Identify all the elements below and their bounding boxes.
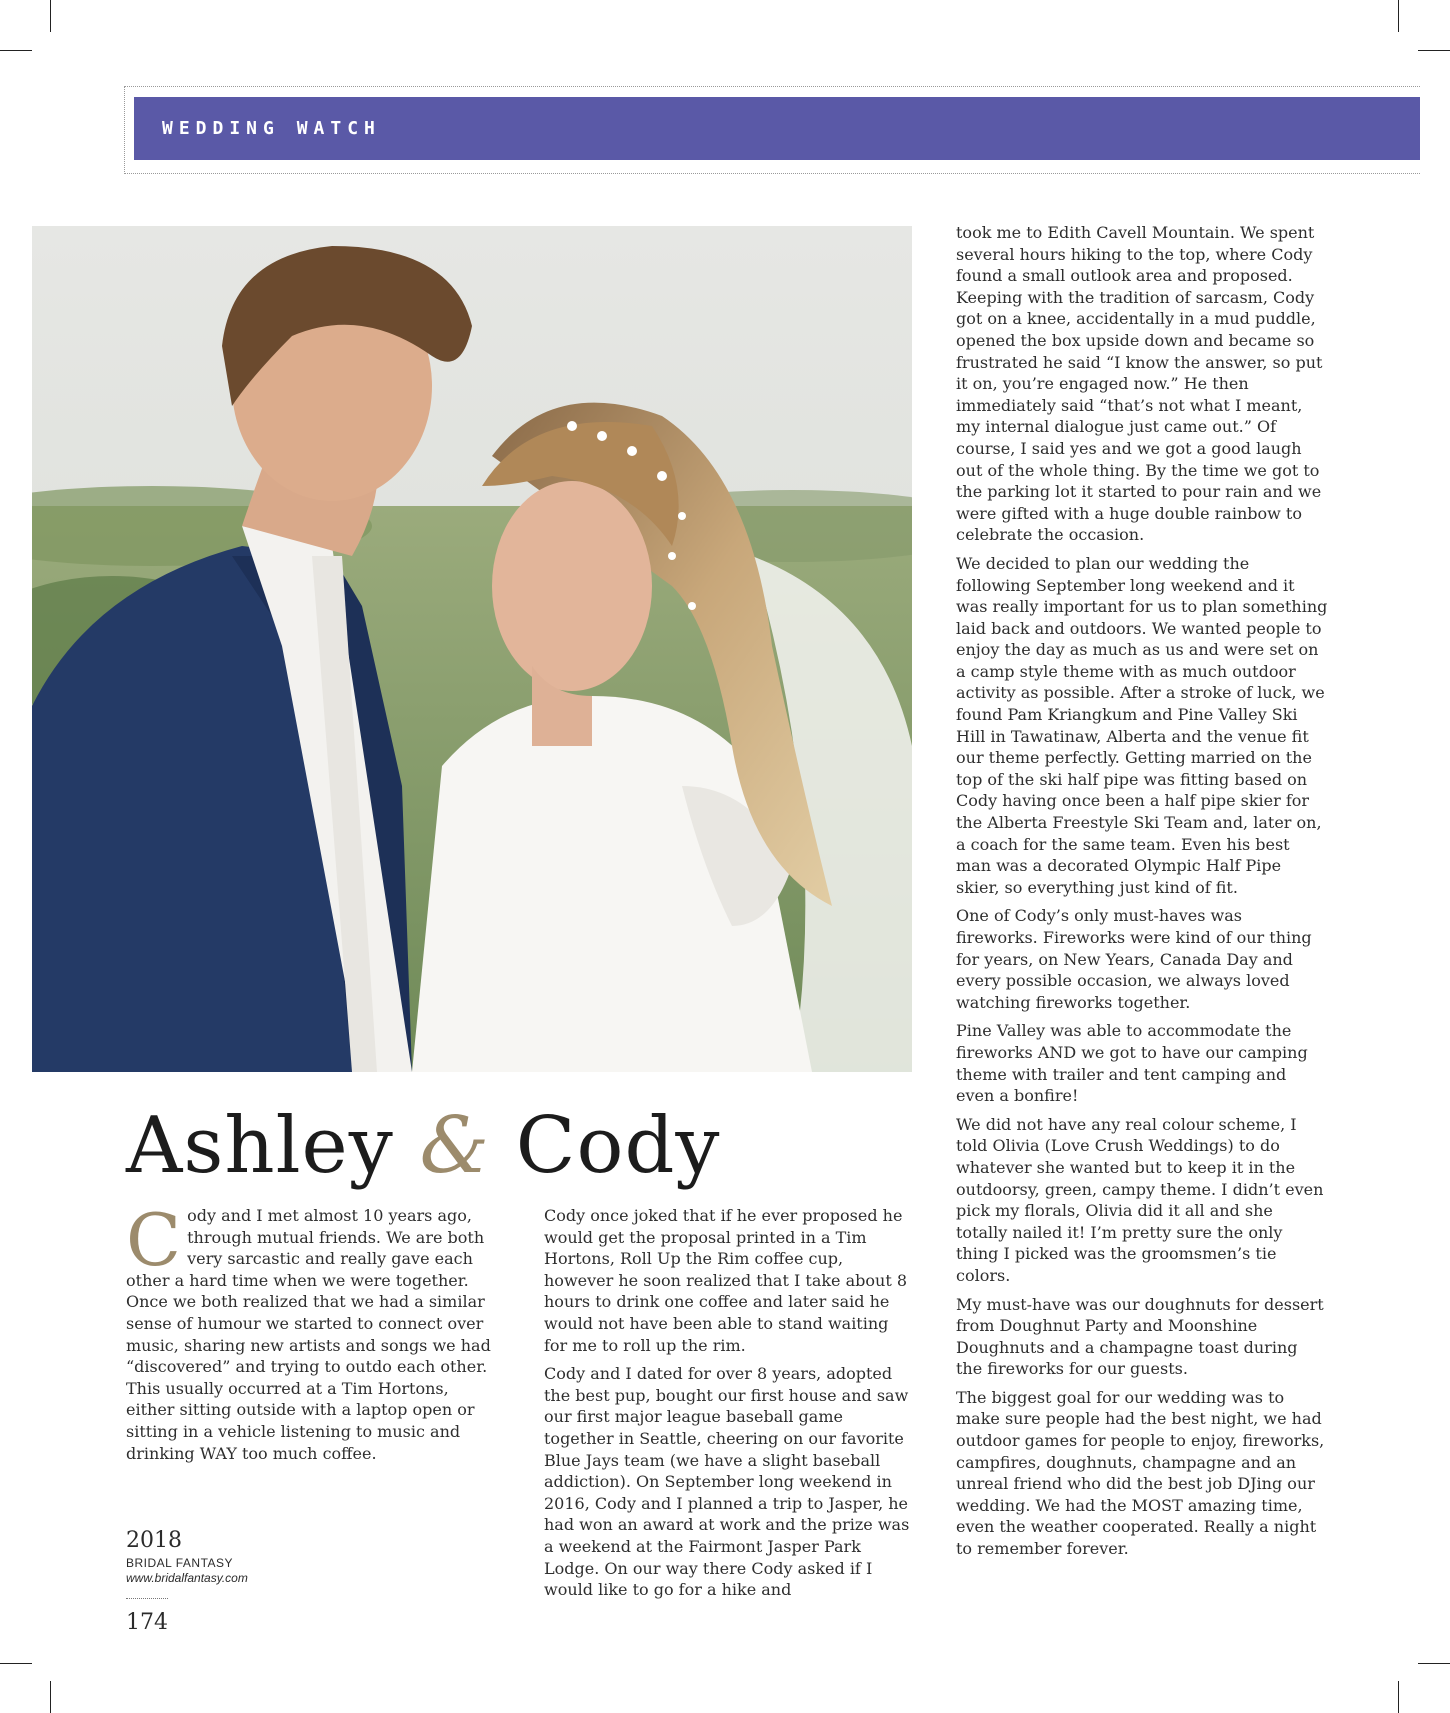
paragraph: Pine Valley was able to accommodate the fireworks AND we got to have our camping theme with trailer and tent camping and even a bonfire! [956, 1021, 1308, 1106]
paragraph: My must-have was our doughnuts for dessert from Doughnut Party and Moonshine Doughnuts and a champagne toast during the fireworks for our guests. [956, 1294, 1324, 1379]
paragraph [126, 1198, 492, 1464]
footer-divider [126, 1598, 168, 1599]
section-header-label: WEDDING WATCH [162, 118, 381, 139]
crop-mark [1418, 50, 1450, 51]
article-column-3 [956, 222, 1328, 1567]
article-column-2 [544, 1205, 916, 1608]
crop-mark [1398, 1681, 1399, 1713]
couple-photo [32, 226, 912, 1072]
couple-photo-illustration [32, 226, 912, 1072]
paragraph: One of Cody’s only must-haves was fireworks. Fireworks were kind of our thing for years, on New Years, Canada Day and every possible occasion, we always loved watching fireworks together. [956, 906, 1312, 1012]
crop-mark [1398, 0, 1399, 32]
drop-cap: C [126, 1198, 182, 1282]
title-ampersand: & [419, 1101, 490, 1191]
footer-year: 2018 [126, 1528, 182, 1553]
paragraph: Cody and I dated for over 8 years, adopted the best pup, bought our first house and saw our first major league baseball game together in Seattle, cheering on our favorite Blue Jays team (we have a slight baseball addiction). On September long weekend in 2016, Cody and I planned a trip to Jasper, he had won an award at work and the prize was a weekend at the Fairmont Jasper Park Lodge. On our way there Cody asked if I would like to go for a hike and [544, 1364, 910, 1600]
paragraph: took me to Edith Cavell Mountain. We spent several hours hiking to the top, where Cody found a small outlook area and proposed. Keeping with the tradition of sarcasm, Cody got on a knee, accidentally in a mud puddle, opened the box upside down and became so frustrated he said “I know the answer, so put it on, you’re engaged now.” He then immediately said “that’s not what I meant, my internal dialogue just came out.” Of course, I said yes and we got a good laugh out of the whole thing. By the time we got to the parking lot it started to pour rain and we were gifted with a huge double rainbow to celebrate the occasion. [956, 223, 1323, 545]
paragraph: The biggest goal for our wedding was to make sure people had the best night, we had outdoor games for people to enjoy, fireworks, campfires, doughnuts, champagne and an unreal friend who did the best job DJing our wedding. We had the MOST amazing time, even the weather cooperated. Really a night to remember forever. [956, 1387, 1325, 1559]
footer-website: www.bridalfantasy.com [126, 1571, 248, 1585]
footer-magazine-name: BRIDAL FANTASY [126, 1556, 234, 1570]
crop-mark [50, 1681, 51, 1713]
article-column-1 [126, 1198, 492, 1471]
title-name-ashley: Ashley [126, 1101, 394, 1191]
page-number: 174 [126, 1610, 168, 1635]
crop-mark [0, 50, 32, 51]
crop-mark [50, 0, 51, 32]
title-name-cody: Cody [515, 1101, 721, 1191]
paragraph: We decided to plan our wedding the following September long weekend and it was really important for us to plan something laid back and outdoors. We wanted people to enjoy the day as much as us and were set on a camp style theme with as much outdoor activity as possible. After a stroke of luck, we found Pam Kriangkum and Pine Valley Ski Hill in Tawatinaw, Alberta and the venue fit our theme perfectly. Getting married on the top of the ski half pipe was fitting based on Cody having once been a half pipe skier for the Alberta Freestyle Ski Team and, later on, a coach for the same team. Even his best man was a decorated Olympic Half Pipe skier, so everything just kind of fit. [956, 553, 1328, 897]
paragraph: We did not have any real colour scheme, I told Olivia (Love Crush Weddings) to do whatever she wanted but to keep it in the outdoorsy, green, campy theme. I didn’t even pick my florals, Olivia did it all and she totally nailed it! I’m pretty sure the only thing I picked was the groomsmen’s tie colors. [956, 1114, 1324, 1285]
crop-mark [0, 1663, 32, 1664]
paragraph-text: ody and I met almost 10 years ago, through mutual friends. We are both very sarcastic and really gave each other a hard time when we were together. Once we both realized that we had a similar sense of humour we started to connect over music, sharing new artists and songs we had “discovered” and trying to outdo each other. This usually occurred at a Tim Hortons, either sitting outside with a laptop open or sitting in a vehicle listening to music and drinking WAY too much coffee. [126, 1206, 491, 1463]
article-title [126, 1098, 720, 1194]
paragraph: Cody once joked that if he ever proposed he would get the proposal printed in a Tim Hortons, Roll Up the Rim coffee cup, however he soon realized that I take about 8 hours to drink one coffee and later said he would not have been able to stand waiting for me to roll up the rim. [544, 1206, 908, 1355]
crop-mark [1418, 1663, 1450, 1664]
section-header [134, 97, 1420, 160]
